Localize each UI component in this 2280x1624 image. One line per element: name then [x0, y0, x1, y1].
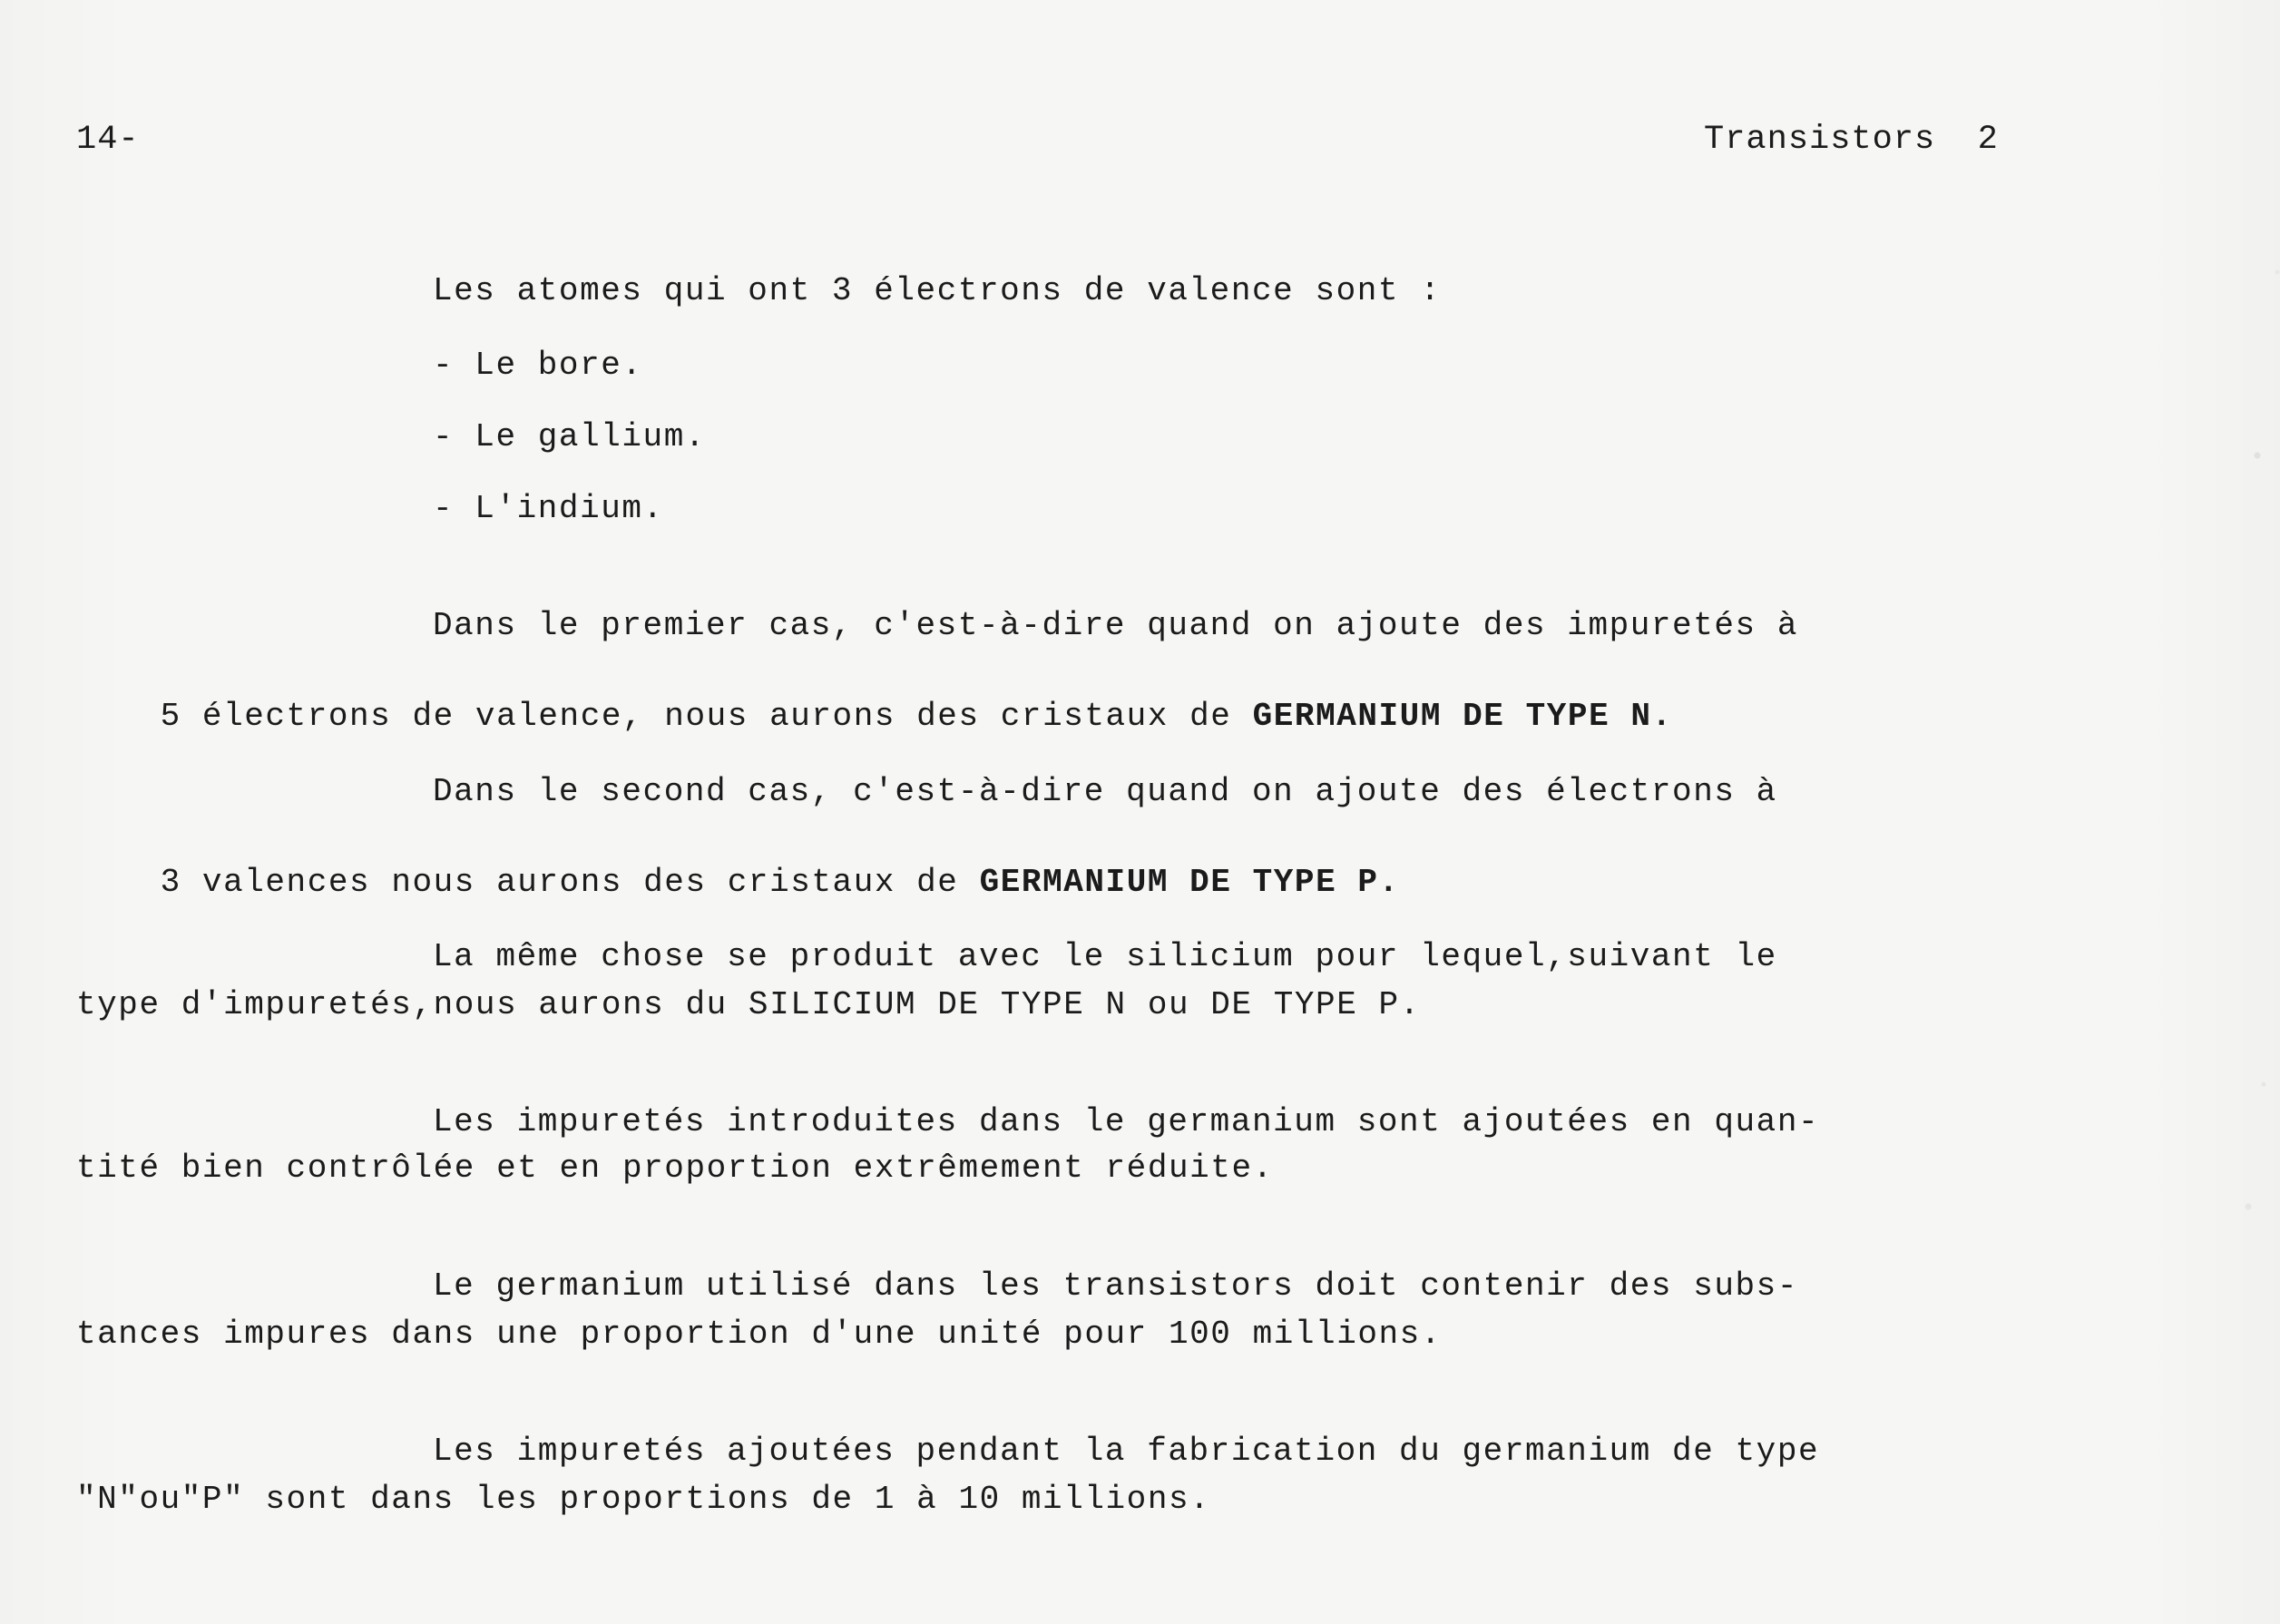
list-item-bore: - Le bore. — [433, 347, 643, 384]
paragraph-2-line-2-text: 3 valences nous aurons des cristaux de — [160, 864, 980, 901]
paragraph-1-line-1: Dans le premier cas, c'est-à-dire quand on ajoute des impuretés à — [433, 607, 1798, 644]
paragraph-4-line-2: tité bien contrôlée et en proportion extrêmement réduite. — [76, 1150, 1274, 1187]
paragraph-5-line-1: Le germanium utilisé dans les transistors doit contenir des subs- — [433, 1267, 1798, 1305]
paragraph-1-line-2-text: 5 électrons de valence, nous aurons des cristaux de — [160, 698, 1253, 735]
list-item-indium: - L'indium. — [433, 490, 664, 527]
paragraph-5-line-2: tances impures dans une proportion d'une unité pour 100 millions. — [76, 1316, 1442, 1353]
paragraph-4-line-1: Les impuretés introduites dans le germanium sont ajoutées en quan- — [433, 1103, 1820, 1140]
intro-line: Les atomes qui ont 3 électrons de valence sont : — [433, 272, 1442, 309]
paragraph-6-line-1: Les impuretés ajoutées pendant la fabrication du germanium de type — [433, 1433, 1820, 1470]
paragraph-2-line-1: Dans le second cas, c'est-à-dire quand on ajoute des électrons à — [433, 773, 1777, 810]
paragraph-2-line-2-bold: GERMANIUM DE TYPE P. — [979, 864, 1400, 901]
paragraph-3-line-2: type d'impuretés,nous aurons du SILICIUM DE TYPE N ou DE TYPE P. — [76, 986, 1421, 1023]
page-number: 14- — [76, 121, 140, 159]
paragraph-1-line-2-bold: GERMANIUM DE TYPE N. — [1252, 698, 1673, 735]
paragraph-6-line-2: "N"ou"P" sont dans les proportions de 1 à 10 millions. — [76, 1481, 1211, 1518]
paragraph-2-line-2 — [76, 820, 1400, 945]
page-header-title: Transistors 2 — [1704, 121, 1999, 159]
paragraph-3-line-1: La même chose se produit avec le silicium pour lequel,suivant le — [433, 938, 1777, 975]
list-item-gallium: - Le gallium. — [433, 418, 706, 455]
paragraph-1-line-2 — [76, 654, 1673, 779]
